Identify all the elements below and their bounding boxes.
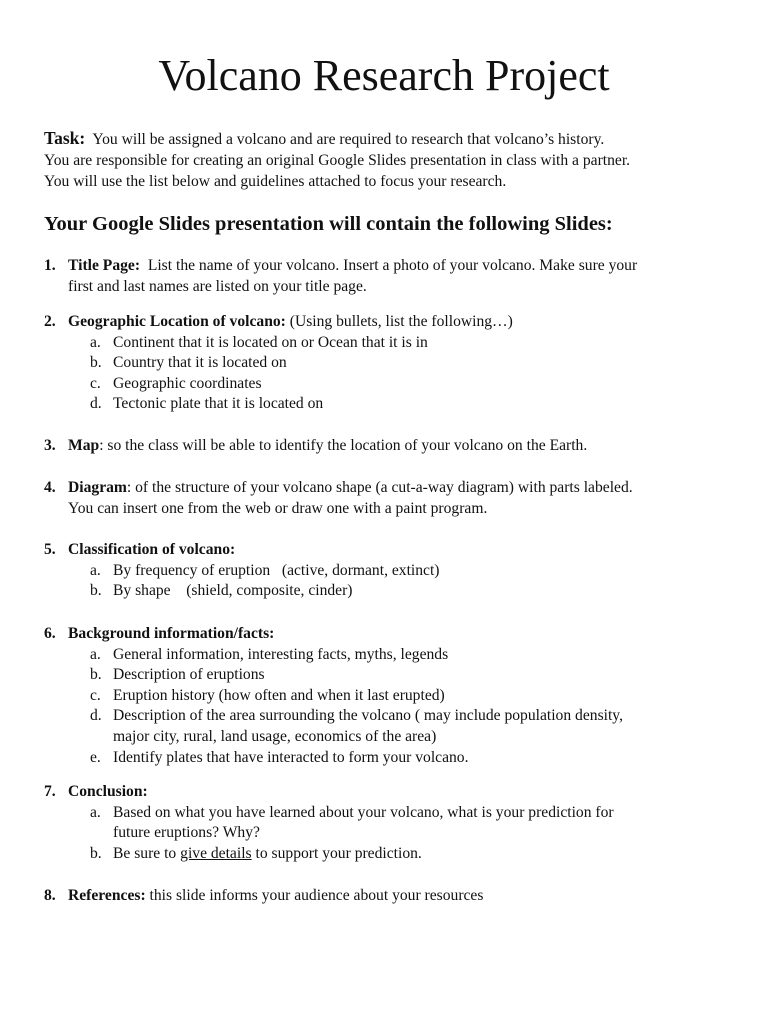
item-label: Classification of volcano: — [68, 541, 236, 558]
list-item — [90, 374, 756, 395]
page-title: Volcano Research Project — [158, 51, 610, 100]
list-item — [90, 706, 756, 747]
list-letter: c. — [90, 686, 101, 704]
item-number: 5. — [44, 541, 56, 558]
list-item-text: Geographic coordinates — [113, 374, 262, 392]
task-line-2: You are responsible for creating an original Google Slides presentation in class with a partner. — [44, 152, 631, 169]
item-number: 8. — [44, 887, 56, 904]
item-continuation: You can insert one from the web or draw one with a paint program. — [68, 499, 488, 517]
item-text: List the name of your volcano. Insert a photo of your volcano. Make sure your — [147, 257, 638, 274]
sub-list — [44, 803, 756, 865]
list-item-text: Eruption history (how often and when it last erupted) — [113, 686, 445, 704]
item-number: 2. — [44, 313, 56, 330]
list-item — [90, 803, 756, 844]
slides-subheading: Your Google Slides presentation will contain the following Slides: — [44, 213, 613, 235]
list-item-text: General information, interesting facts, myths, legends — [113, 645, 449, 663]
slide-item-diagram — [44, 478, 756, 519]
item-text: (Using bullets, list the following…) — [289, 313, 513, 330]
list-letter: a. — [90, 803, 101, 821]
list-item — [90, 333, 756, 354]
task-paragraph — [44, 128, 744, 192]
slide-item-map — [44, 436, 756, 457]
list-letter: a. — [90, 645, 101, 663]
list-item — [90, 645, 756, 666]
list-item — [90, 561, 756, 582]
list-letter: b. — [90, 582, 102, 600]
list-letter: a. — [90, 333, 101, 351]
slide-item-references — [44, 886, 756, 907]
list-letter: d. — [90, 707, 102, 725]
list-item-text-after: to support your prediction. — [255, 844, 422, 862]
list-item-continuation: major city, rural, land usage, economics of the area) — [113, 727, 437, 745]
sub-list — [44, 333, 756, 415]
item-number: 3. — [44, 437, 56, 454]
underlined-text: give details — [180, 844, 252, 862]
list-letter: c. — [90, 374, 101, 392]
list-item-text: By shape (shield, composite, cinder) — [113, 582, 353, 600]
item-number: 4. — [44, 479, 56, 496]
item-label: Title Page: — [68, 257, 141, 274]
item-label: References: — [68, 887, 146, 904]
item-text: this slide informs your audience about your resources — [149, 887, 484, 904]
item-label: Geographic Location of volcano: — [68, 313, 286, 330]
list-item-text: Description of eruptions — [113, 666, 265, 684]
list-item-text: Tectonic plate that it is located on — [113, 395, 324, 413]
list-letter: d. — [90, 395, 102, 413]
list-item — [90, 665, 756, 686]
item-number: 1. — [44, 257, 56, 274]
list-item-continuation: future eruptions? Why? — [113, 824, 260, 842]
item-label: Diagram — [68, 479, 127, 496]
task-label: Task: — [44, 128, 86, 148]
slide-item-geographic-location — [44, 312, 756, 415]
item-label: Background information/facts: — [68, 625, 275, 642]
item-text: : of the structure of your volcano shape (a cut-a-way diagram) with parts labeled. — [126, 479, 633, 496]
list-item — [90, 686, 756, 707]
list-item-text: Description of the area surrounding the volcano ( may include population density, — [113, 707, 623, 725]
slide-item-conclusion — [44, 782, 756, 864]
item-label: Map — [68, 437, 100, 454]
list-letter: e. — [90, 748, 101, 766]
list-item — [90, 581, 756, 602]
list-item — [90, 353, 756, 374]
list-letter: a. — [90, 561, 101, 579]
item-number: 7. — [44, 783, 56, 800]
item-continuation: first and last names are listed on your title page. — [68, 277, 367, 295]
task-line-3: You will use the list below and guidelines attached to focus your research. — [44, 173, 507, 190]
slide-item-title-page — [44, 256, 756, 297]
item-label: Conclusion: — [68, 783, 148, 800]
item-number: 6. — [44, 625, 56, 642]
list-item-text: Be sure to — [113, 844, 177, 862]
list-item-text: Based on what you have learned about your volcano, what is your prediction for — [113, 803, 614, 821]
sub-list — [44, 645, 756, 769]
list-letter: b. — [90, 354, 102, 372]
slide-item-background — [44, 624, 756, 768]
task-line-1: You will be assigned a volcano and are required to research that volcano’s history. — [92, 131, 605, 148]
list-item — [90, 394, 756, 415]
list-letter: b. — [90, 844, 102, 862]
list-item-text: By frequency of eruption (active, dormant, extinct) — [113, 561, 440, 579]
list-item — [90, 844, 756, 865]
list-item — [90, 748, 756, 769]
list-item-text: Continent that it is located on or Ocean that it is in — [113, 333, 428, 351]
slide-item-classification — [44, 540, 756, 602]
list-letter: b. — [90, 666, 102, 684]
list-item-text: Identify plates that have interacted to form your volcano. — [113, 748, 469, 766]
item-text: : so the class will be able to identify the location of your volcano on the Earth. — [99, 437, 588, 454]
list-item-text: Country that it is located on — [113, 354, 287, 372]
sub-list — [44, 561, 756, 602]
